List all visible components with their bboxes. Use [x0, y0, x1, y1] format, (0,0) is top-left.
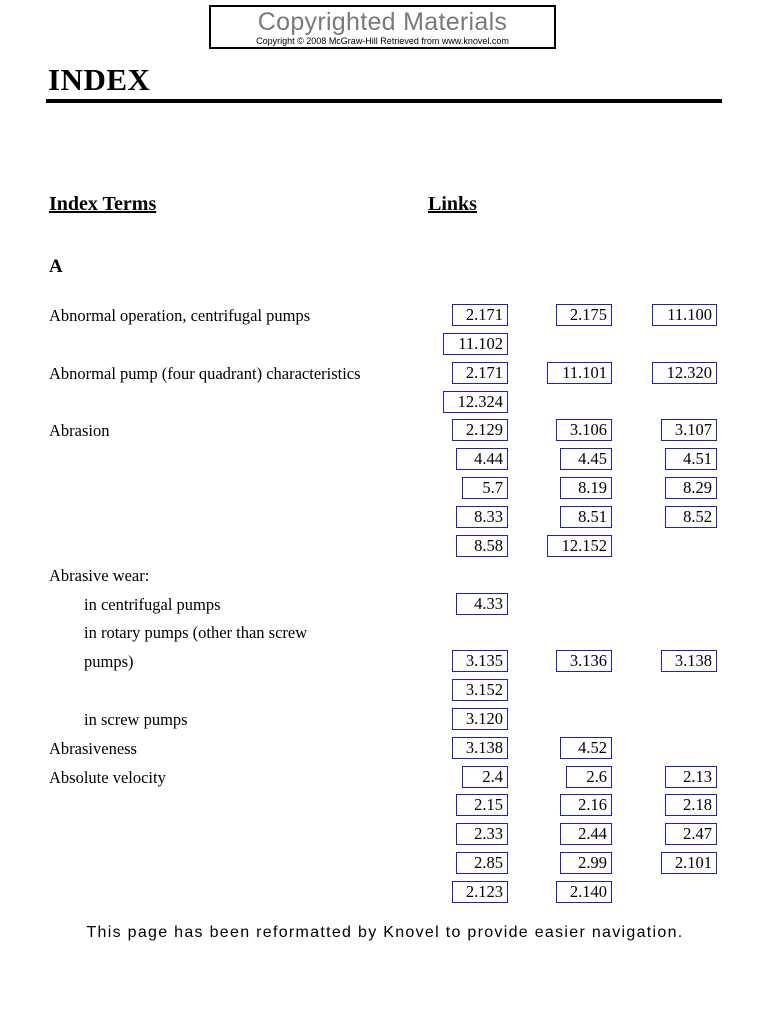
index-row	[0, 446, 768, 475]
links-header: Links	[428, 193, 477, 215]
banner-title: Copyrighted Materials	[257, 8, 508, 36]
page-link[interactable]: 2.13	[665, 766, 717, 788]
index-row	[0, 562, 768, 591]
page-link[interactable]: 4.45	[560, 448, 612, 470]
page-link[interactable]: 3.120	[452, 708, 508, 730]
page-link[interactable]: 4.51	[665, 448, 717, 470]
index-row	[0, 619, 768, 648]
index-term: Abnormal operation, centrifugal pumps	[49, 306, 311, 325]
index-term: Abrasion	[49, 421, 110, 441]
index-term: in screw pumps	[84, 709, 188, 729]
page-link[interactable]: 8.51	[560, 506, 612, 528]
page-link[interactable]: 5.7	[462, 477, 508, 499]
page-link[interactable]: 11.100	[652, 304, 717, 326]
page-link[interactable]: 2.47	[665, 823, 717, 845]
index-row	[0, 764, 768, 793]
index-row	[0, 475, 768, 504]
index-row	[0, 850, 768, 879]
index-row	[0, 360, 768, 389]
page-link[interactable]: 3.152	[452, 679, 508, 701]
index-term: pumps)	[84, 652, 134, 672]
index-row	[0, 533, 768, 562]
index-row	[0, 821, 768, 850]
page-link[interactable]: 8.29	[665, 477, 717, 499]
page-link[interactable]: 2.140	[556, 881, 612, 903]
index-term: Abnormal pump (four quadrant) characteristics	[49, 363, 361, 383]
page-title: INDEX	[48, 62, 151, 97]
index-row	[0, 331, 768, 360]
index-row	[0, 706, 768, 735]
index-row	[0, 591, 768, 620]
index-row	[0, 792, 768, 821]
page-link[interactable]: 2.171	[452, 304, 508, 326]
page-link[interactable]: 2.4	[462, 766, 508, 788]
page-link[interactable]: 2.33	[456, 823, 508, 845]
page-link[interactable]: 2.18	[665, 794, 717, 816]
index-row	[0, 389, 768, 418]
page-link[interactable]: 2.171	[452, 362, 508, 384]
page-link[interactable]: 2.99	[560, 852, 612, 874]
page-link[interactable]: 2.129	[452, 419, 508, 441]
page-link[interactable]: 8.52	[665, 506, 717, 528]
index-term: Absolute velocity	[49, 767, 166, 787]
index-row	[0, 677, 768, 706]
page-link[interactable]: 12.324	[443, 391, 508, 413]
index-row	[0, 879, 768, 908]
page-link[interactable]: 2.16	[560, 794, 612, 816]
footer-note: This page has been reformatted by Knovel to provide easier navigation.	[86, 924, 684, 941]
index-term: in centrifugal pumps	[84, 594, 221, 614]
index-term: Abrasiveness	[49, 738, 137, 758]
page-link[interactable]: 3.107	[661, 419, 717, 441]
index-term: in rotary pumps (other than screw	[84, 623, 308, 643]
page-link[interactable]: 4.33	[456, 593, 508, 615]
page-link[interactable]: 4.52	[560, 737, 612, 759]
page-link[interactable]: 2.101	[661, 852, 717, 874]
page-link[interactable]: 2.85	[456, 852, 508, 874]
index-term: Abrasive wear:	[49, 565, 150, 585]
page-link[interactable]: 12.152	[547, 535, 612, 557]
page-link[interactable]: 4.44	[456, 448, 508, 470]
page-link[interactable]: 3.135	[452, 650, 508, 672]
page-link[interactable]: 8.58	[456, 535, 508, 557]
index-terms-header: Index Terms	[49, 193, 157, 215]
section-letter: A	[49, 256, 63, 277]
banner-subtitle: Copyright © 2008 McGraw-Hill Retrieved from www.knovel.com	[256, 36, 509, 46]
page-link[interactable]: 2.15	[456, 794, 508, 816]
index-row	[0, 302, 768, 331]
index-row	[0, 735, 768, 764]
page-link[interactable]: 3.138	[661, 650, 717, 672]
page-link[interactable]: 11.101	[547, 362, 612, 384]
page-link[interactable]: 8.19	[560, 477, 612, 499]
page-link[interactable]: 2.123	[452, 881, 508, 903]
index-row	[0, 417, 768, 446]
page-link[interactable]: 2.44	[560, 823, 612, 845]
page-link[interactable]: 2.175	[556, 304, 612, 326]
index-row	[0, 504, 768, 533]
page-link[interactable]: 8.33	[456, 506, 508, 528]
page-link[interactable]: 2.6	[566, 766, 612, 788]
index-row	[0, 648, 768, 677]
page-link[interactable]: 11.102	[443, 333, 508, 355]
page-link[interactable]: 3.106	[556, 419, 612, 441]
page-link[interactable]: 3.136	[556, 650, 612, 672]
page-link[interactable]: 3.138	[452, 737, 508, 759]
page-link[interactable]: 12.320	[652, 362, 717, 384]
